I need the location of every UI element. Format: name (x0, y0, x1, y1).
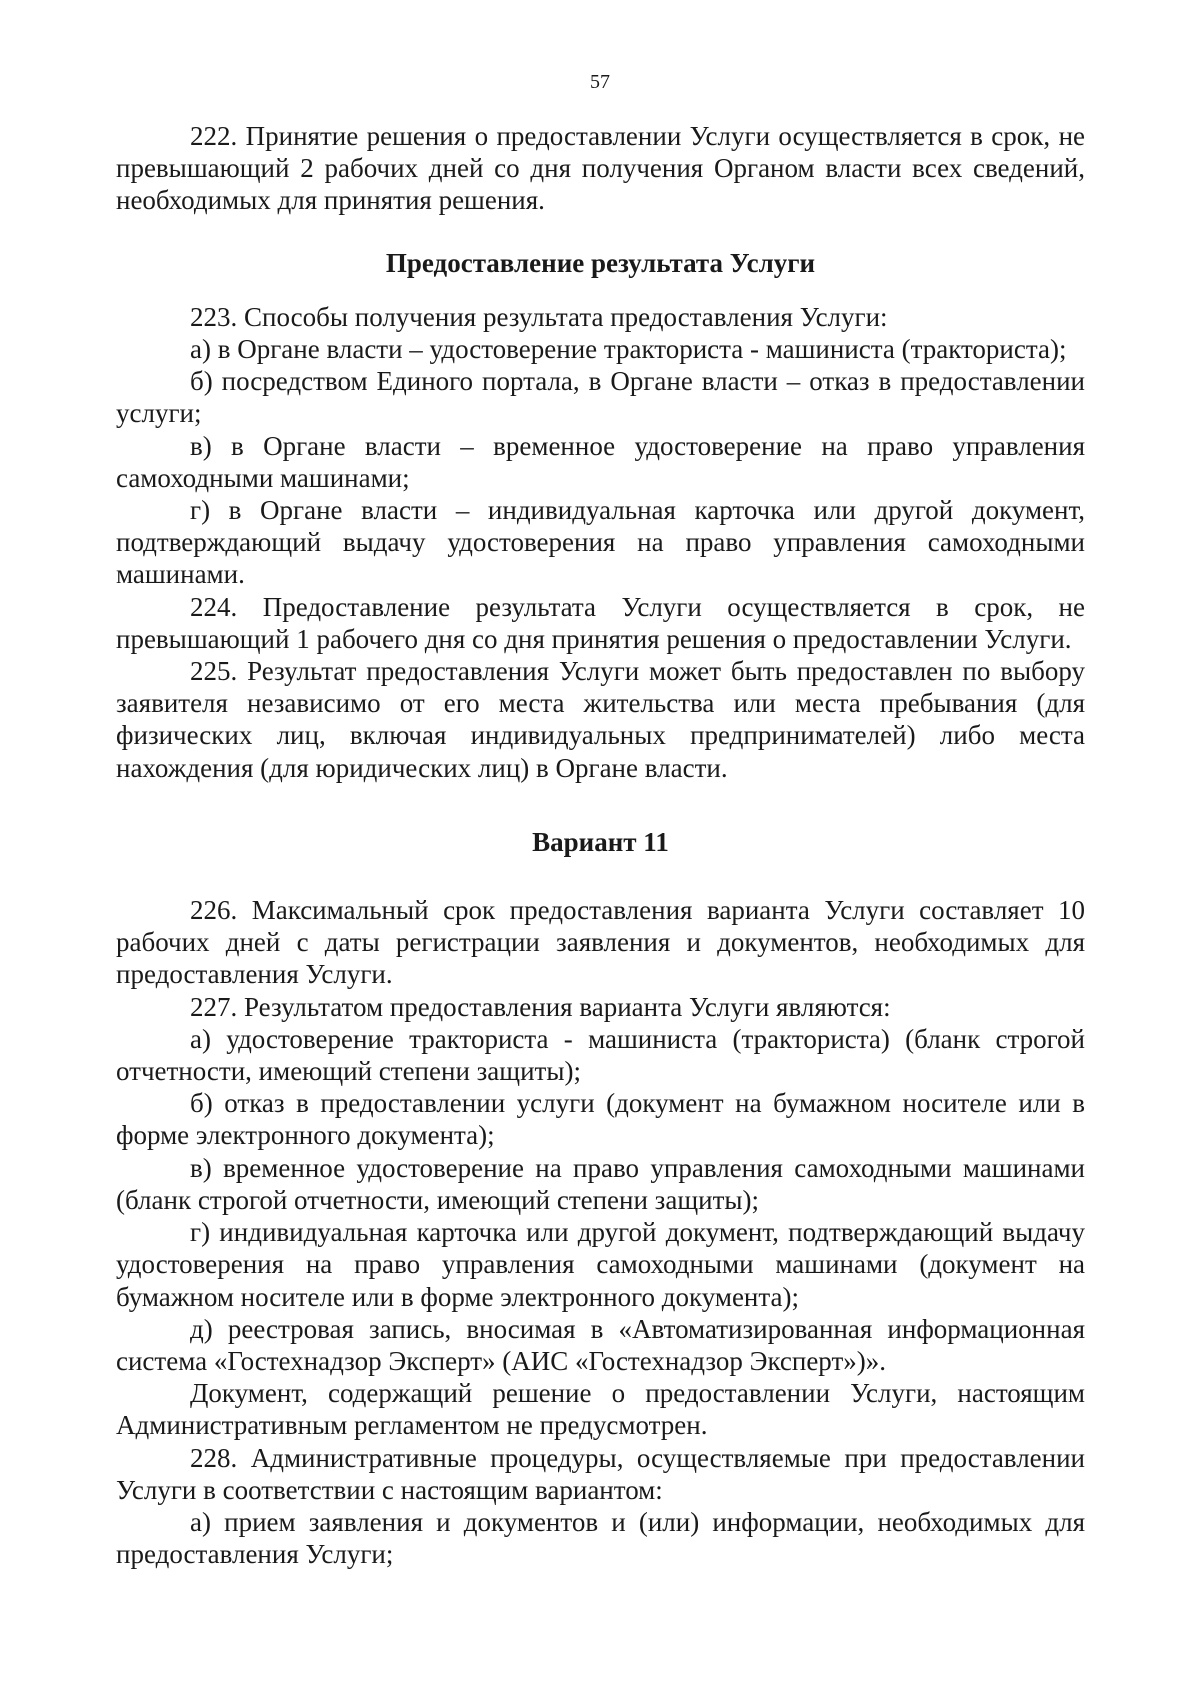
paragraph-226: 226. Максимальный срок предоставления варианта Услуги составляет 10 рабочих дней с даты регистрации заявления и документов, необходимых для предоставления Услуги. (116, 895, 1085, 990)
section-heading-variant: Вариант 11 (532, 826, 669, 857)
paragraph-223: 223. Способы получения результата предоставления Услуги: (190, 301, 888, 332)
paragraph-227-b: б) отказ в предоставлении услуги (документ на бумажном носителе или в форме электронного документа); (116, 1088, 1085, 1151)
paragraph-227: 227. Результатом предоставления варианта Услуги являются: (190, 991, 891, 1022)
paragraph-223-g: г) в Органе власти – индивидуальная карточка или другой документ, подтверждающий выдачу удостоверения на право управления самоходными машинами. (116, 495, 1085, 590)
paragraph-228-a: а) прием заявления и документов и (или) информации, необходимых для предоставления Услуги; (116, 1506, 1085, 1570)
paragraph-227-d: д) реестровая запись, вносимая в «Автоматизированная информационная система «Гостехнадзор Эксперт» (АИС «Гостехнадзор Эксперт»)». (116, 1313, 1085, 1376)
paragraph-222: 222. Принятие решения о предоставлении Услуги осуществляется в срок, не превышающий 2 рабочих дней со дня получения Органом власти всех сведений, необходимых для принятия решения. (116, 121, 1085, 216)
paragraph-223-v: в) в Органе власти – временное удостоверение на право управления самоходными машинами; (116, 430, 1085, 493)
paragraph-227-document: Документ, содержащий решение о предоставлении Услуги, настоящим Административным регламентом не предусмотрен. (116, 1378, 1085, 1441)
paragraph-223-a: а) в Органе власти – удостоверение тракториста - машиниста (тракториста); (190, 334, 1067, 365)
paragraph-227-v: в) временное удостоверение на право управления самоходными машинами (бланк строгой отчетности, имеющий степени защиты); (116, 1152, 1085, 1215)
section-heading-result: Предоставление результата Услуги (385, 247, 816, 278)
paragraph-225: 225. Результат предоставления Услуги может быть предоставлен по выбору заявителя независимо от его места жительства или места пребывания (для физических лиц, включая индивидуальных предпринимателей) либо места нахождения (для юридических лиц) в Органе власти. (116, 656, 1085, 783)
paragraph-227-g: г) индивидуальная карточка или другой документ, подтверждающий выдачу удостоверения на право управления самоходными машинами (документ на бумажном носителе или в форме электронного документа); (116, 1217, 1085, 1312)
paragraph-228: 228. Административные процедуры, осуществляемые при предоставлении Услуги в соответствии с настоящим вариантом: (116, 1442, 1085, 1505)
paragraph-227-a: а) удостоверение тракториста - машиниста (тракториста) (бланк строгой отчетности, имеющий степени защиты); (116, 1023, 1085, 1087)
paragraph-223-b: б) посредством Единого портала, в Органе власти – отказ в предоставлении услуги; (116, 366, 1085, 429)
document-body (116, 120, 1085, 1570)
page-number: 57 (590, 71, 610, 93)
paragraph-224: 224. Предоставление результата Услуги осуществляется в срок, не превышающий 1 рабочего дня со дня принятия решения о предоставлении Услуги. (116, 591, 1085, 654)
